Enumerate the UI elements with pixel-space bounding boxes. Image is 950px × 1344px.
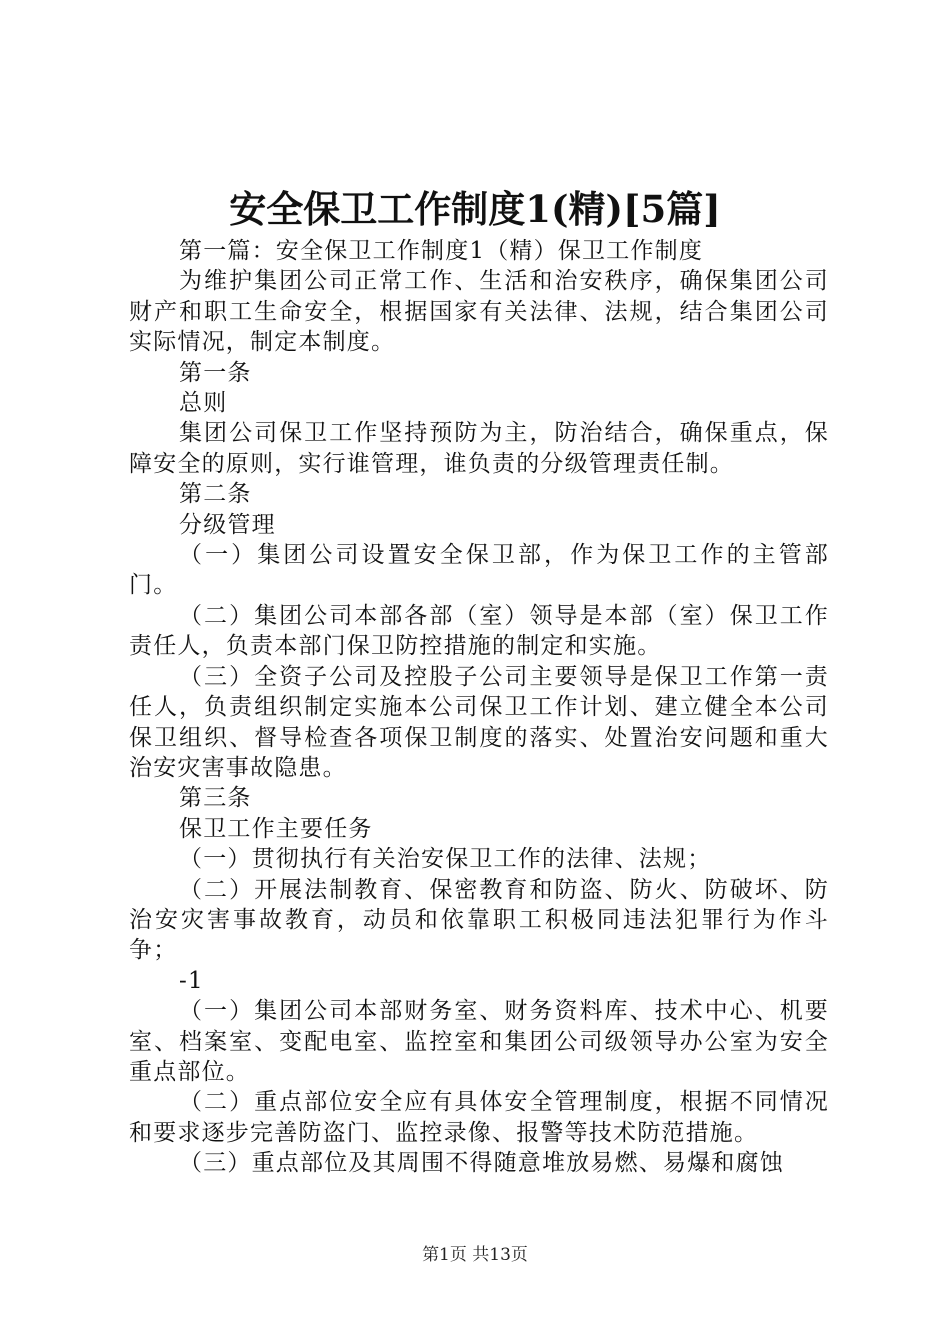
article-heading: 第一条 (179, 359, 252, 386)
list-item: （二）开展法制教育、保密教育和防盗、防火、防破坏、防治安灾害事故教育，动员和依靠职工积极同违法犯罪行为作斗争； (129, 876, 829, 964)
list-item: （一）集团公司设置安全保卫部，作为保卫工作的主管部门。 (129, 542, 829, 599)
article-heading: 第二条 (179, 481, 252, 508)
article-heading: 第三条 (179, 785, 252, 812)
paragraph: 为维护集团公司正常工作、生活和治安秩序，确保集团公司财产和职工生命安全，根据国家有关法律、法规，结合集团公司实际情况，制定本制度。 (129, 268, 829, 356)
list-item: （一）贯彻执行有关治安保卫工作的法律、法规； (179, 846, 712, 873)
document-title: 安全保卫工作制度1(精)[5篇] (229, 187, 721, 231)
paragraph: 第一篇：安全保卫工作制度1（精）保卫工作制度 (179, 238, 704, 264)
list-item: （二）集团公司本部各部（室）领导是本部（室）保卫工作责任人，负责本部门保卫防控措施的制定和实施。 (129, 602, 829, 660)
document-body (129, 236, 829, 1179)
section-heading: 分级管理 (179, 511, 276, 538)
page-footer: 第1页 共13页 (422, 1245, 528, 1265)
list-item: （三）重点部位及其周围不得随意堆放易燃、易爆和腐蚀 (179, 1150, 784, 1177)
page-marker: -1 (179, 967, 204, 994)
list-item: （二）重点部位安全应有具体安全管理制度，根据不同情况和要求逐步完善防盗门、监控录像、报警等技术防范措施。 (129, 1089, 829, 1146)
list-item: （三）全资子公司及控股子公司主要领导是保卫工作第一责任人，负责组织制定实施本公司保卫工作计划、建立健全本公司保卫组织、督导检查各项保卫制度的落实、处置治安问题和重大治安灾害事故隐患。 (129, 663, 829, 781)
section-heading: 保卫工作主要任务 (179, 815, 373, 842)
list-item: （一）集团公司本部财务室、财务资料库、技术中心、机要室、档案室、变配电室、监控室和集团公司级领导办公室为安全重点部位。 (129, 998, 829, 1085)
paragraph: 集团公司保卫工作坚持预防为主，防治结合，确保重点，保障安全的原则，实行谁管理，谁负责的分级管理责任制。 (129, 420, 829, 477)
section-heading: 总则 (179, 390, 228, 417)
